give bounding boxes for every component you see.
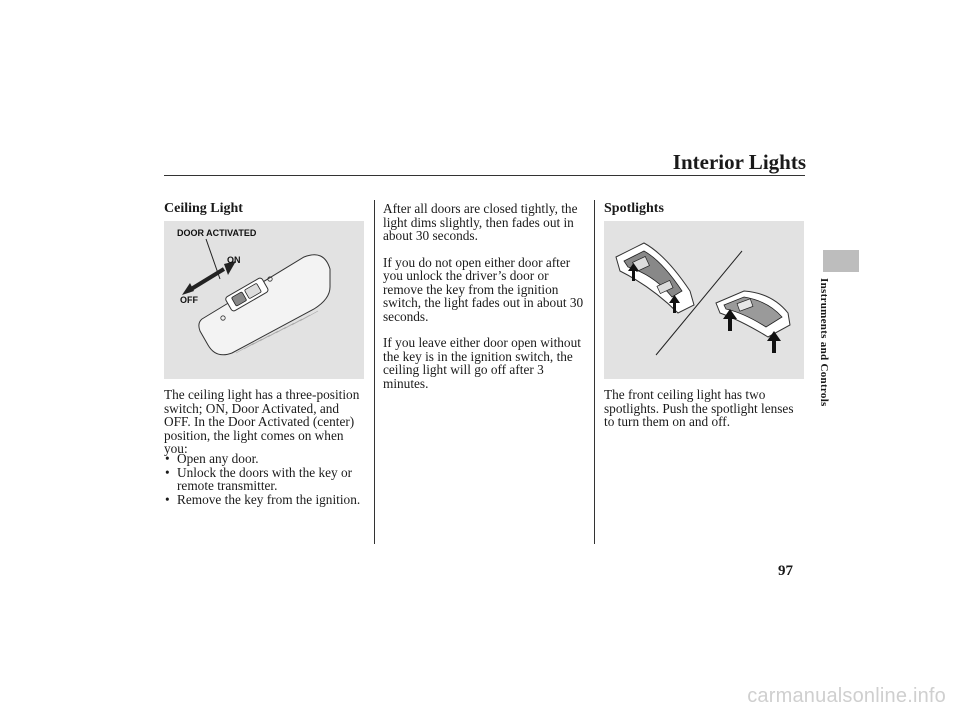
title-rule	[164, 175, 805, 176]
page-number: 97	[778, 563, 793, 579]
spotlights-heading: Spotlights	[604, 201, 664, 216]
section-side-label: Instruments and Controls	[818, 278, 830, 407]
section-tab	[823, 250, 859, 272]
ceiling-light-heading: Ceiling Light	[164, 201, 243, 216]
paragraph: After all doors are closed tightly, the light dims slightly, then fades out in about 30 seconds.	[383, 201, 578, 243]
on-callout: ON	[227, 255, 241, 265]
column-divider-right	[594, 200, 595, 544]
column-divider-left	[374, 200, 375, 544]
list-item: • Unlock the doors with the key or remote transmitter.	[164, 466, 369, 493]
middle-column-text	[383, 202, 589, 403]
ceiling-light-figure	[164, 221, 364, 379]
ceiling-light-bullet-list	[164, 452, 369, 506]
page-title: Interior Lights	[672, 150, 806, 174]
off-callout: OFF	[180, 295, 198, 305]
watermark: carmanualsonline.info	[747, 685, 946, 707]
list-item: • Remove the key from the ignition.	[164, 493, 369, 507]
spotlights-body: The front ceiling light has two spotlights. Push the spotlight lenses to turn them on and off.	[604, 387, 794, 429]
spotlights-figure	[604, 221, 804, 379]
list-item: • Open any door.	[164, 452, 369, 466]
paragraph: If you leave either door open without the key is in the ignition switch, the ceiling light will go off after 3 minutes.	[383, 335, 581, 391]
ceiling-light-illustration	[164, 221, 364, 379]
spotlights-illustration	[604, 221, 804, 379]
paragraph: If you do not open either door after you unlock the driver’s door or remove the key from the ignition switch, the light fades out in about 30 seconds.	[383, 254, 584, 324]
door-activated-callout: DOOR ACTIVATED	[177, 228, 257, 238]
ceiling-light-intro: The ceiling light has a three-position switch; ON, Door Activated, and OFF. In the Door Activated (center) position, the light comes on when you:	[164, 387, 360, 456]
